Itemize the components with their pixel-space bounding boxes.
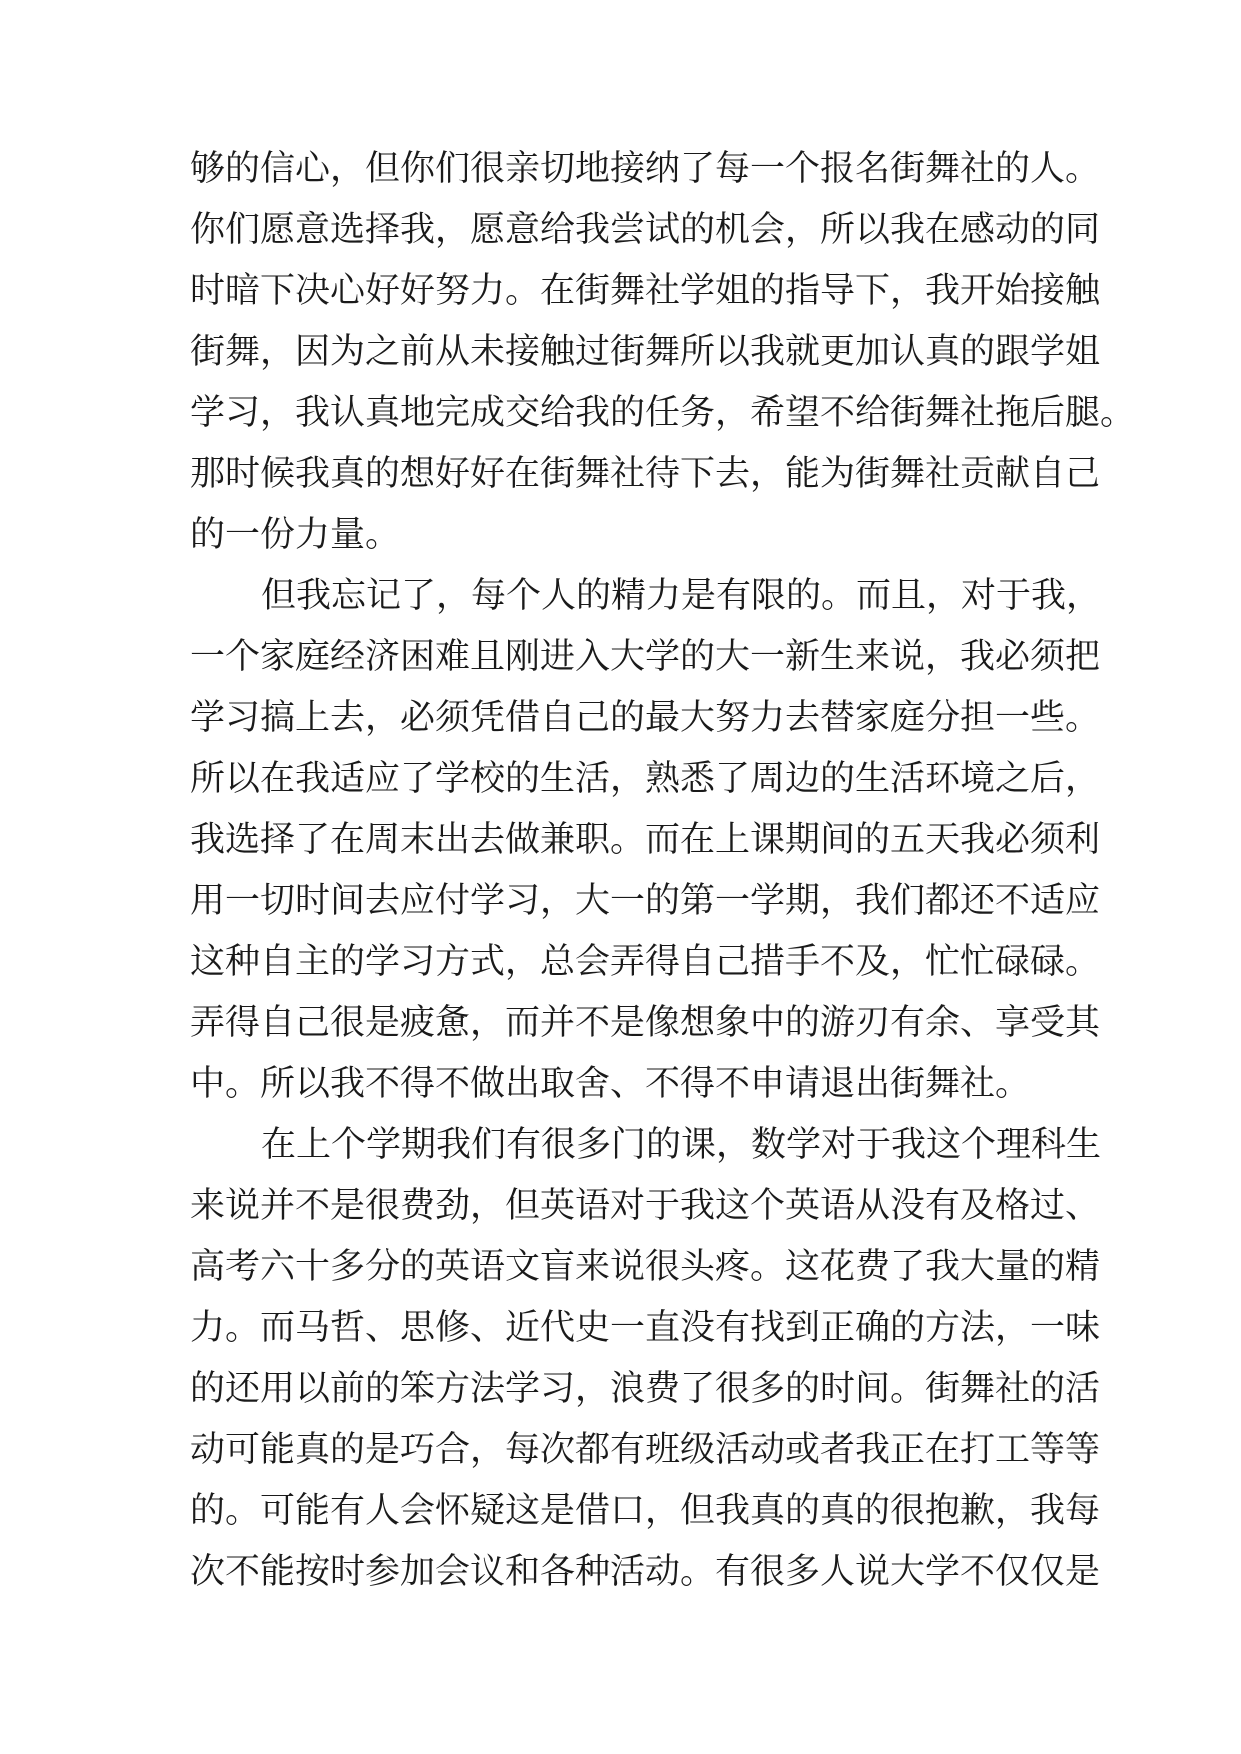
paragraph-first-line: 在上个学期我们有很多门的课，数学对于我这个理科生 [261,1125,1102,1165]
text-line: 我选择了在周末出去做兼职。而在上课期间的五天我必须利 [190,820,1101,860]
text-line: 高考六十多分的英语文盲来说很头疼。这花费了我大量的精 [190,1247,1101,1287]
text-line: 的还用以前的笨方法学习，浪费了很多的时间。街舞社的活 [190,1369,1101,1409]
text-line: 学习搞上去，必须凭借自己的最大努力去替家庭分担一些。 [190,698,1101,738]
text-line: 时暗下决心好好努力。在街舞社学姐的指导下，我开始接触 [190,271,1101,311]
text-line: 来说并不是很费劲，但英语对于我这个英语从没有及格过、 [190,1186,1101,1226]
text-line: 这种自主的学习方式，总会弄得自己措手不及，忙忙碌碌。 [190,942,1101,982]
text-line: 的一份力量。 [190,515,401,555]
text-line: 够的信心，但你们很亲切地接纳了每一个报名街舞社的人。 [190,149,1101,189]
text-line: 那时候我真的想好好在街舞社待下去，能为街舞社贡献自己 [190,454,1101,494]
paragraph-first-line: 但我忘记了，每个人的精力是有限的。而且，对于我， [261,576,1102,616]
text-line: 中。所以我不得不做出取舍、不得不申请退出街舞社。 [190,1064,1031,1104]
text-line: 弄得自己很是疲惫，而并不是像想象中的游刃有余、享受其 [190,1003,1101,1043]
text-line: 所以在我适应了学校的生活，熟悉了周边的生活环境之后， [190,759,1101,799]
text-line: 一个家庭经济困难且刚进入大学的大一新生来说，我必须把 [190,637,1101,677]
text-line: 动可能真的是巧合，每次都有班级活动或者我正在打工等等 [190,1430,1101,1470]
text-line: 次不能按时参加会议和各种活动。有很多人说大学不仅仅是 [190,1552,1101,1592]
text-line: 力。而马哲、思修、近代史一直没有找到正确的方法，一味 [190,1308,1101,1348]
text-line: 街舞，因为之前从未接触过街舞所以我就更加认真的跟学姐 [190,332,1101,372]
text-line: 的。可能有人会怀疑这是借口，但我真的真的很抱歉，我每 [190,1491,1101,1531]
text-line: 你们愿意选择我，愿意给我尝试的机会，所以我在感动的同 [190,210,1101,250]
text-line: 用一切时间去应付学习，大一的第一学期，我们都还不适应 [190,881,1101,921]
text-line: 学习，我认真地完成交给我的任务，希望不给街舞社拖后腿。 [190,393,1136,433]
